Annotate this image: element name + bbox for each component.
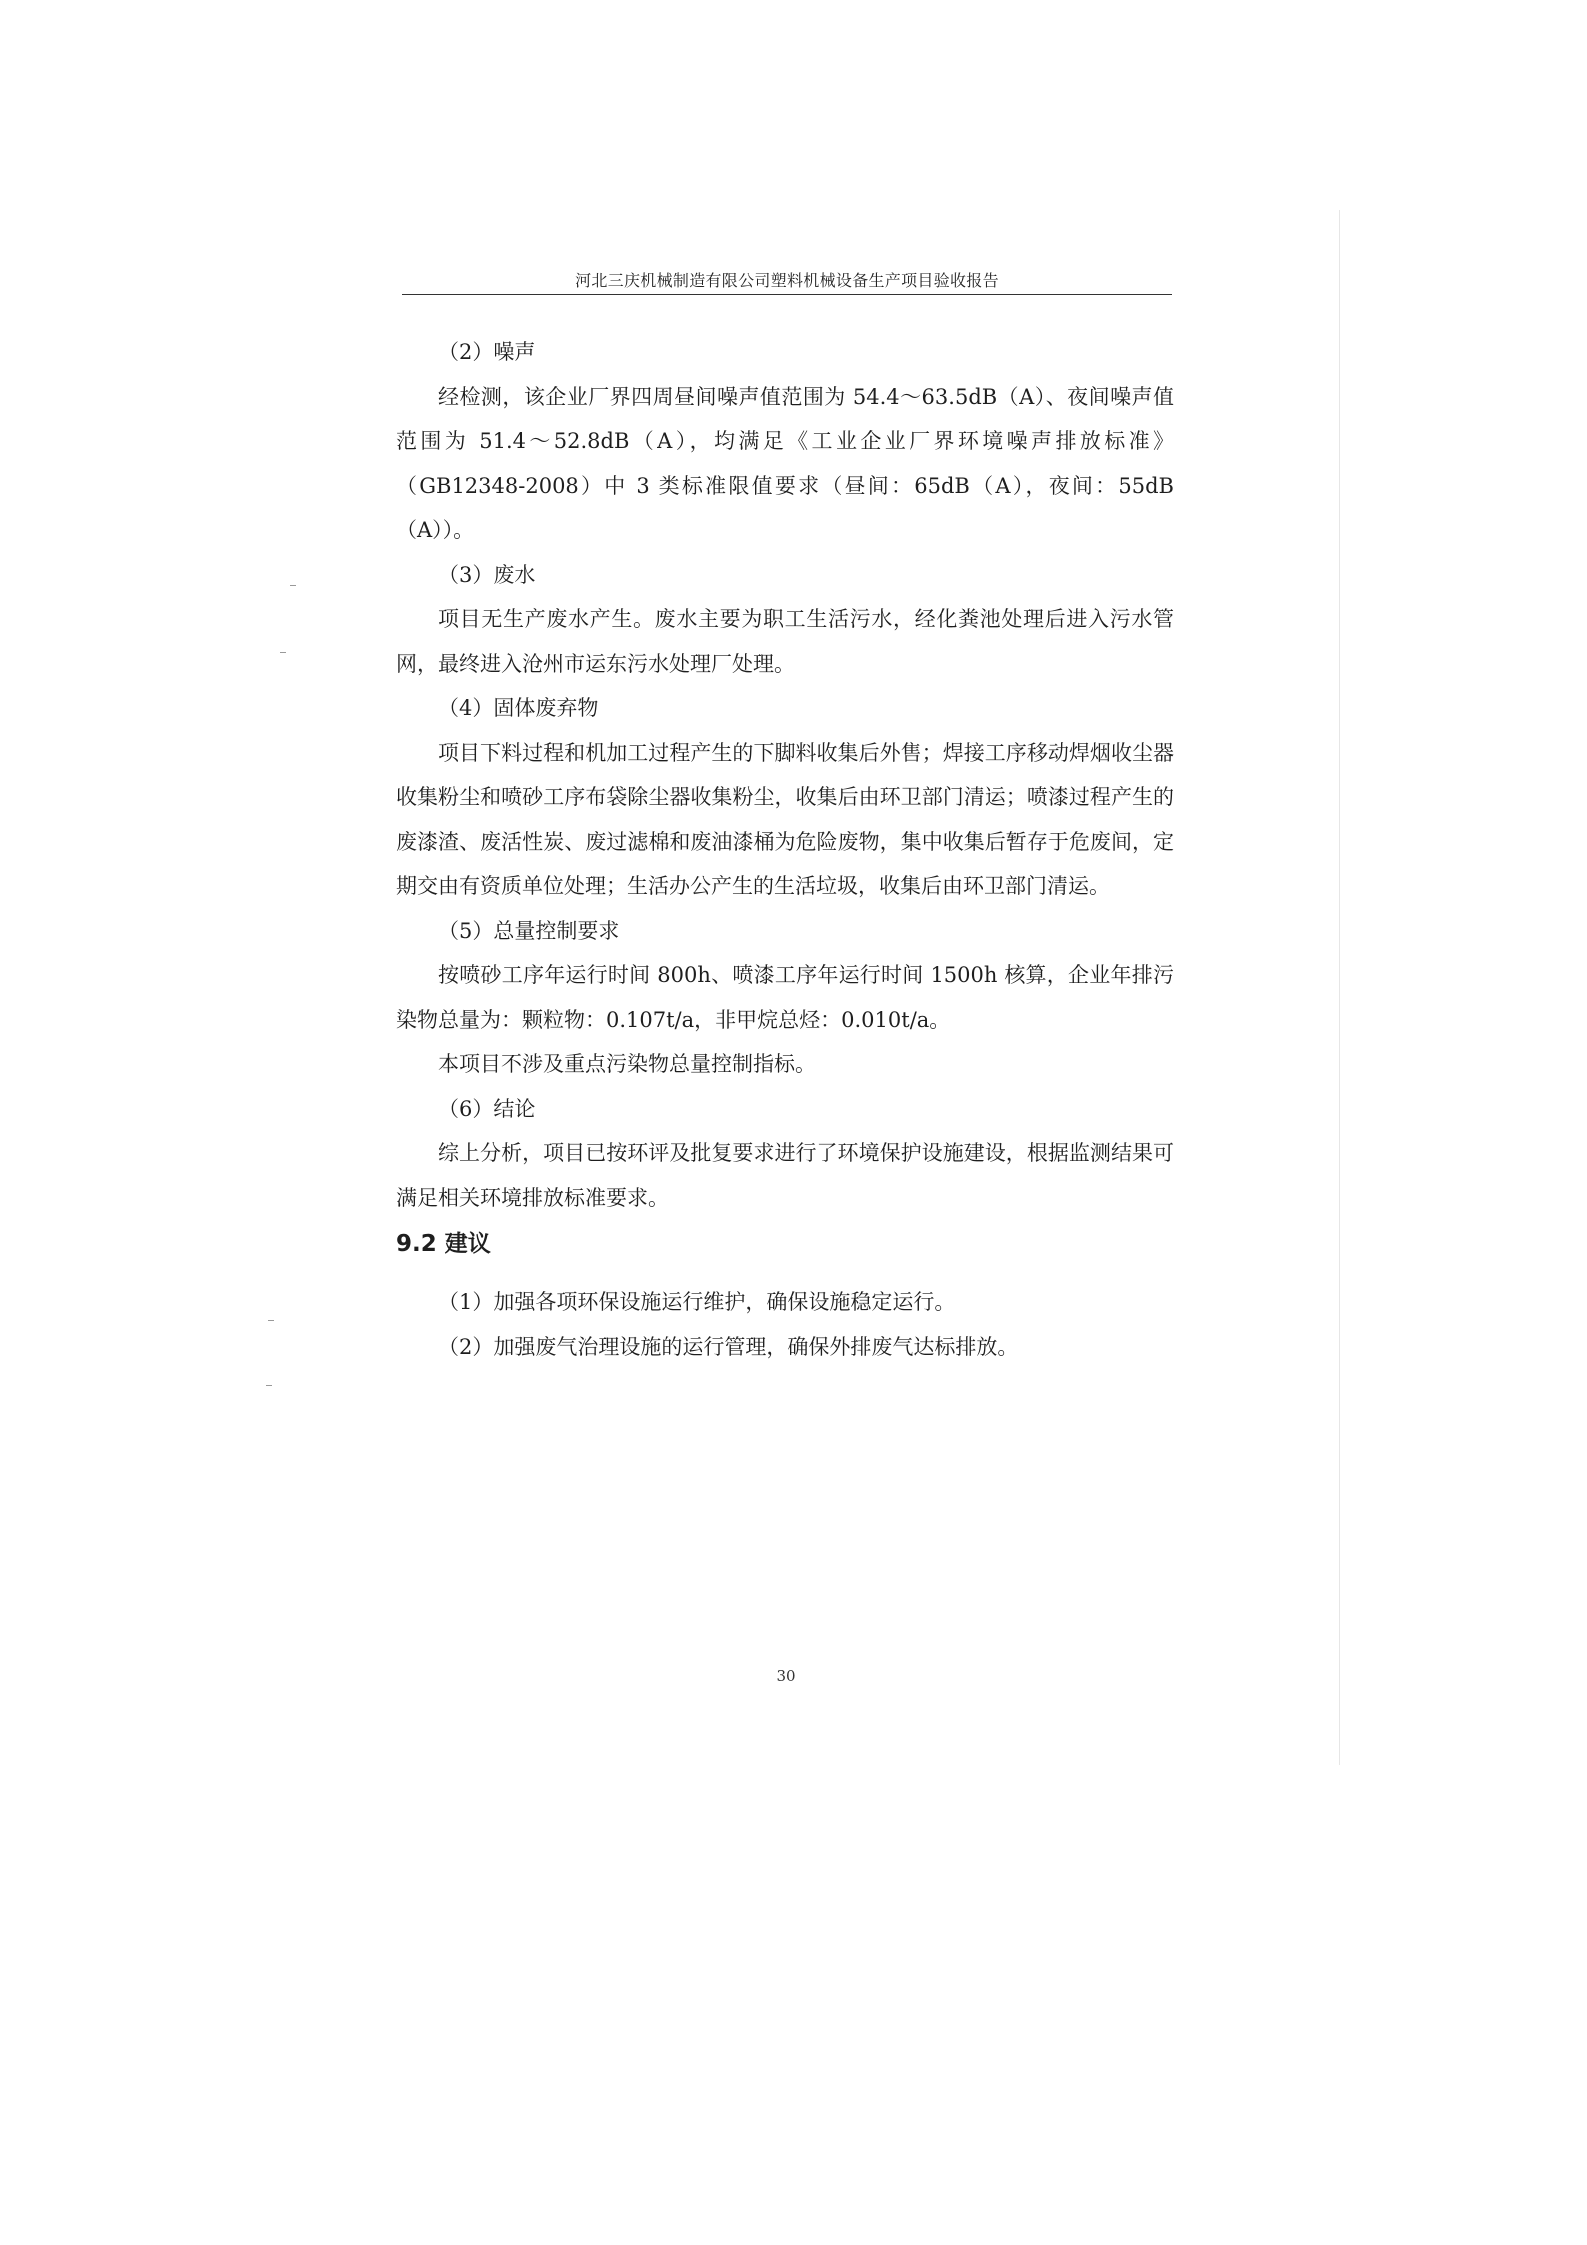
scan-mark <box>266 1385 272 1386</box>
paragraph-key-pollutant: 本项目不涉及重点污染物总量控制指标。 <box>438 1052 816 1076</box>
subsection-title-wastewater: （3）废水 <box>438 562 536 587</box>
scan-mark <box>268 1320 274 1321</box>
subsection-title-solid-waste: （4）固体废弃物 <box>438 696 599 720</box>
recommendation-item: （1）加强各项环保设施运行维护，确保设施稳定运行。 <box>438 1290 956 1314</box>
page-body <box>396 330 1174 1369</box>
scan-edge-line <box>1339 210 1340 1765</box>
section-heading-9-2: 9.2 建议 <box>396 1231 491 1257</box>
scan-mark <box>280 652 286 653</box>
recommendation-item: （2）加强废气治理设施的运行管理，确保外排废气达标排放。 <box>438 1334 1019 1359</box>
paragraph-wastewater: 项目无生产废水产生。废水主要为职工生活污水，经化粪池处理后进入污水管网，最终进入沧州市运东污水处理厂处理。 <box>396 607 1174 676</box>
scan-mark <box>290 585 296 586</box>
subsection-title-noise: （2）噪声 <box>438 340 536 364</box>
paragraph-noise: 经检测，该企业厂界四周昼间噪声值范围为 54.4～63.5dB（A）、夜间噪声值范围为 51.4～52.8dB（A），均满足《工业企业厂界环境噪声排放标准》（GB12348-2008）中 3 类标准限值要求（昼间：65dB（A），夜间：55dB（A））。 <box>396 384 1174 542</box>
paragraph-total-control: 按喷砂工序年运行时间 800h、喷漆工序年运行时间 1500h 核算，企业年排污染物总量为：颗粒物：0.107t/a，非甲烷总烃：0.010t/a。 <box>396 963 1174 1032</box>
subsection-title-conclusion: （6）结论 <box>438 1096 536 1121</box>
header-divider <box>402 294 1172 295</box>
paragraph-solid-waste: 项目下料过程和机加工过程产生的下脚料收集后外售；焊接工序移动焊烟收尘器收集粉尘和喷砂工序布袋除尘器收集粉尘，收集后由环卫部门清运；喷漆过程产生的废漆渣、废活性炭、废过滤棉和废油漆桶为危险废物，集中收集后暂存于危废间，定期交由有资质单位处理；生活办公产生的生活垃圾，收集后由环卫部门清运。 <box>396 740 1174 898</box>
subsection-title-total-control: （5）总量控制要求 <box>438 918 620 943</box>
paragraph-conclusion: 综上分析，项目已按环评及批复要求进行了环境保护设施建设，根据监测结果可满足相关环境排放标准要求。 <box>396 1141 1174 1210</box>
running-header: 河北三庆机械制造有限公司塑料机械设备生产项目验收报告 <box>575 271 999 290</box>
page-number: 30 <box>776 1667 796 1685</box>
